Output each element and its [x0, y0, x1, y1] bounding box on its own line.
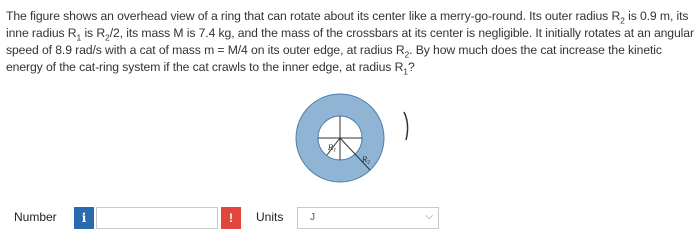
info-icon[interactable]: i [74, 207, 94, 229]
units-label: Units [256, 210, 284, 224]
chevron-down-icon: ⌵ [425, 211, 433, 222]
question-part: ? [407, 60, 415, 74]
question-text [6, 8, 696, 76]
number-label: Number [14, 210, 57, 224]
subscript: 2 [105, 32, 110, 43]
error-icon[interactable]: ! [221, 207, 241, 229]
units-select[interactable] [297, 207, 439, 229]
subscript: 2 [620, 15, 625, 26]
subscript: 1 [403, 66, 408, 77]
answer-row [0, 203, 700, 233]
units-selected-value: J [310, 212, 315, 223]
number-input[interactable] [96, 207, 218, 229]
ring-figure [292, 88, 422, 188]
subscript: 2 [404, 49, 410, 60]
question-part: is 0.9 m, its inne radius R [6, 9, 689, 40]
question-part: /2, its mass M is 7.4 kg, and the mass of the crossbars at its center is negligible. It initially rotates at an angular speed of 8.9 rad/s with a cat of mass m = M/4 on its outer edge, at radius R [6, 26, 694, 57]
rotation-arrow-icon [404, 112, 408, 140]
question-part: is R [81, 26, 106, 40]
subscript: 1 [76, 32, 82, 43]
question-part: . By how much does the cat increase the kinetic energy of the cat-ring system if the cat crawls to the inner edge, at radius R [6, 43, 662, 74]
label-r2: $R_2$ [362, 156, 371, 166]
label-r1: $R_1$ [328, 144, 337, 154]
question-part: The figure shows an overhead view of a ring that can rotate about its center like a merry-go-round. Its outer radius R [6, 9, 621, 23]
